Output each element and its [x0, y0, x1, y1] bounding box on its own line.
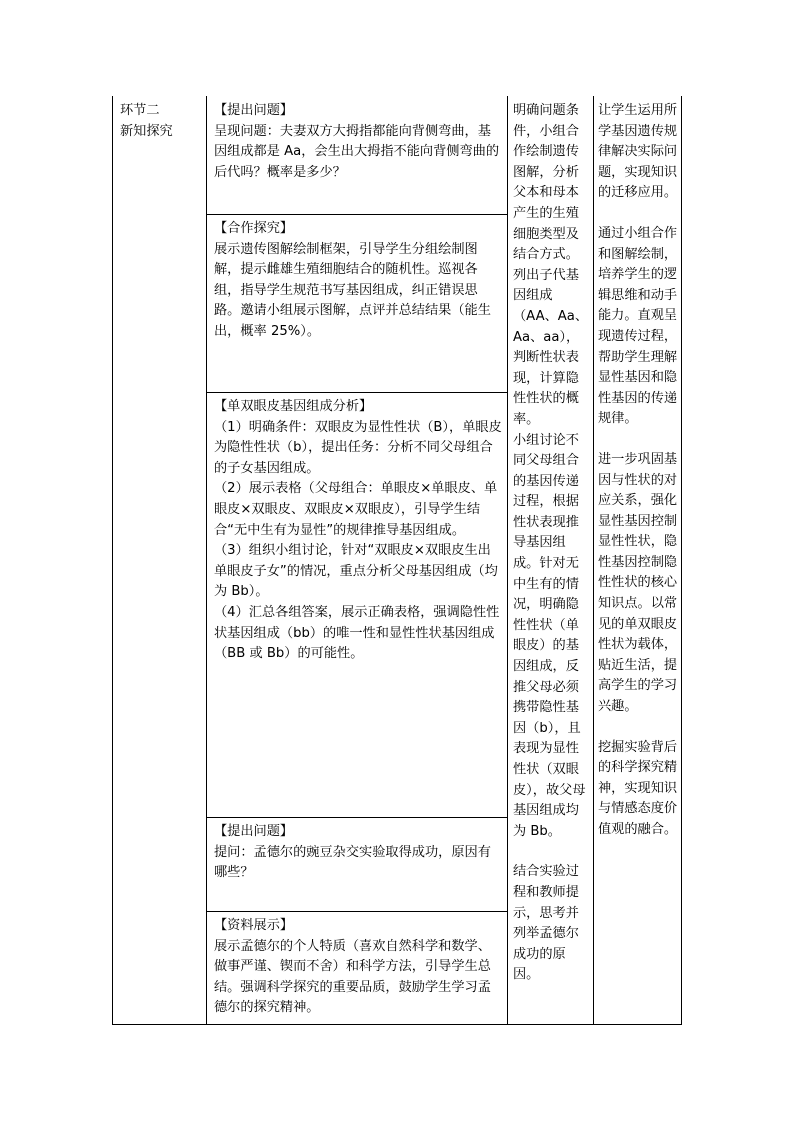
teacher-section-question: [214, 101, 504, 183]
student-activity-mendel: 结合实验过程和教师提示，思考并列举孟德尔成功的原因。: [513, 864, 579, 983]
lesson-plan-table: [112, 96, 682, 1025]
teacher-section-mendel-question: [214, 822, 504, 884]
section-title: 【提出问题】: [214, 824, 294, 839]
intent-cooperation: 通过小组合作和图解绘制，培养学生的逻辑思维和动手能力。直观呈现遗传过程，帮助学生理解显性基因和隐性基因的传递规律。: [598, 225, 678, 427]
table-bottom-border: [112, 1024, 682, 1025]
stage-name: 新知探究: [120, 123, 173, 139]
stage-label: 环节二: [120, 103, 160, 118]
intent-consolidation: 进一步巩固基因与性状的对应关系，强化显性基因控制显性性状，隐性基因控制隐性性状的核心知识点。以常见的单双眼皮性状为载体，贴近生活，提高学生的学习兴趣。: [598, 451, 678, 715]
section-title: 【合作探究】: [214, 221, 294, 236]
step-1: （1）明确条件：双眼皮为显性性状（B），单眼皮为隐性性状（b），提出任务：分析不同父母组合的子女基因组成。: [214, 419, 502, 476]
section-title: 【单双眼皮基因组成分析】: [214, 399, 373, 414]
design-intent-cell: [598, 101, 678, 841]
student-activity-genetics: 明确问题条件，小组合作绘制遗传图解，分析父本和母本产生的生殖细胞类型及结合方式。列出子代基因组成（AA、Aa、Aa、aa），判断性状表现，计算隐性性状的概率。: [513, 103, 589, 427]
section-body: 提问：孟德尔的豌豆杂交实验取得成功，原因有哪些？: [214, 844, 491, 881]
intent-application: 让学生运用所学基因遗传规律解决实际问题，实现知识的迁移应用。: [598, 103, 678, 201]
table-right-border: [681, 96, 682, 1025]
row-divider-1: [206, 214, 507, 215]
step-4: （4）汇总各组答案，展示正确表格，强调隐性性状基因组成（bb）的唯一性和显性性状基因组成（BB 或 Bb）的可能性。: [214, 604, 500, 662]
row-divider-2: [206, 392, 507, 393]
intent-spirit: 挖掘实验背后的科学探究精神，实现知识与情感态度价值观的融合。: [598, 739, 678, 837]
row-divider-3: [206, 817, 507, 818]
step-3: （3）组织小组讨论，针对“双眼皮×双眼皮生出单眼皮子女”的情况，重点分析父母基因组成（均为 Bb）。: [214, 543, 498, 600]
student-activity-eyelid: 小组讨论不同父母组合的基因传递过程，根据性状表现推导基因组成。针对无中生有的情况，明确隐性性状（单眼皮）的基因组成，反推父母必须携带隐性基因（b），且表现为显性性状（双眼皮），故父母基因组成均为 Bb。: [513, 432, 586, 839]
section-body: 呈现问题：夫妻双方大拇指都能向背侧弯曲，基因组成都是 Aa，会生出大拇指不能向背侧弯曲的后代吗？概率是多少？: [214, 123, 500, 180]
teacher-section-cooperation: [214, 219, 504, 343]
section-body: 展示遗传图解绘制框架，引导学生分组绘制图解，提示雌雄生殖细胞结合的随机性。巡视各组，指导学生规范书写基因组成，纠正错误思路。邀请小组展示图解，点评并总结结果（能生出，概率 25%）。: [214, 241, 491, 339]
row-divider-4: [206, 911, 507, 912]
table-left-border: [112, 96, 113, 1025]
teacher-section-eyelid-analysis: [214, 397, 504, 665]
student-activity-cell: [513, 101, 589, 986]
step-2: （2）展示表格（父母组合：单眼皮×单眼皮、单眼皮×双眼皮、双眼皮×双眼皮），引导学生结合“无中生有为显性”的规律推导基因组成。: [214, 481, 498, 538]
column-divider-3: [593, 96, 594, 1025]
section-body: 展示孟德尔的个人特质（喜欢自然科学和数学、做事严谨、锲而不舍）和科学方法，引导学生总结。强调科学探究的重要品质，鼓励学生学习孟德尔的探究精神。: [214, 938, 491, 1016]
section-title: 【资料展示】: [214, 918, 294, 933]
column-divider-2: [507, 96, 508, 1025]
stage-cell: [120, 101, 200, 142]
teacher-section-materials: [214, 916, 504, 1019]
section-title: 【提出问题】: [214, 103, 294, 118]
column-divider-1: [206, 96, 207, 1025]
